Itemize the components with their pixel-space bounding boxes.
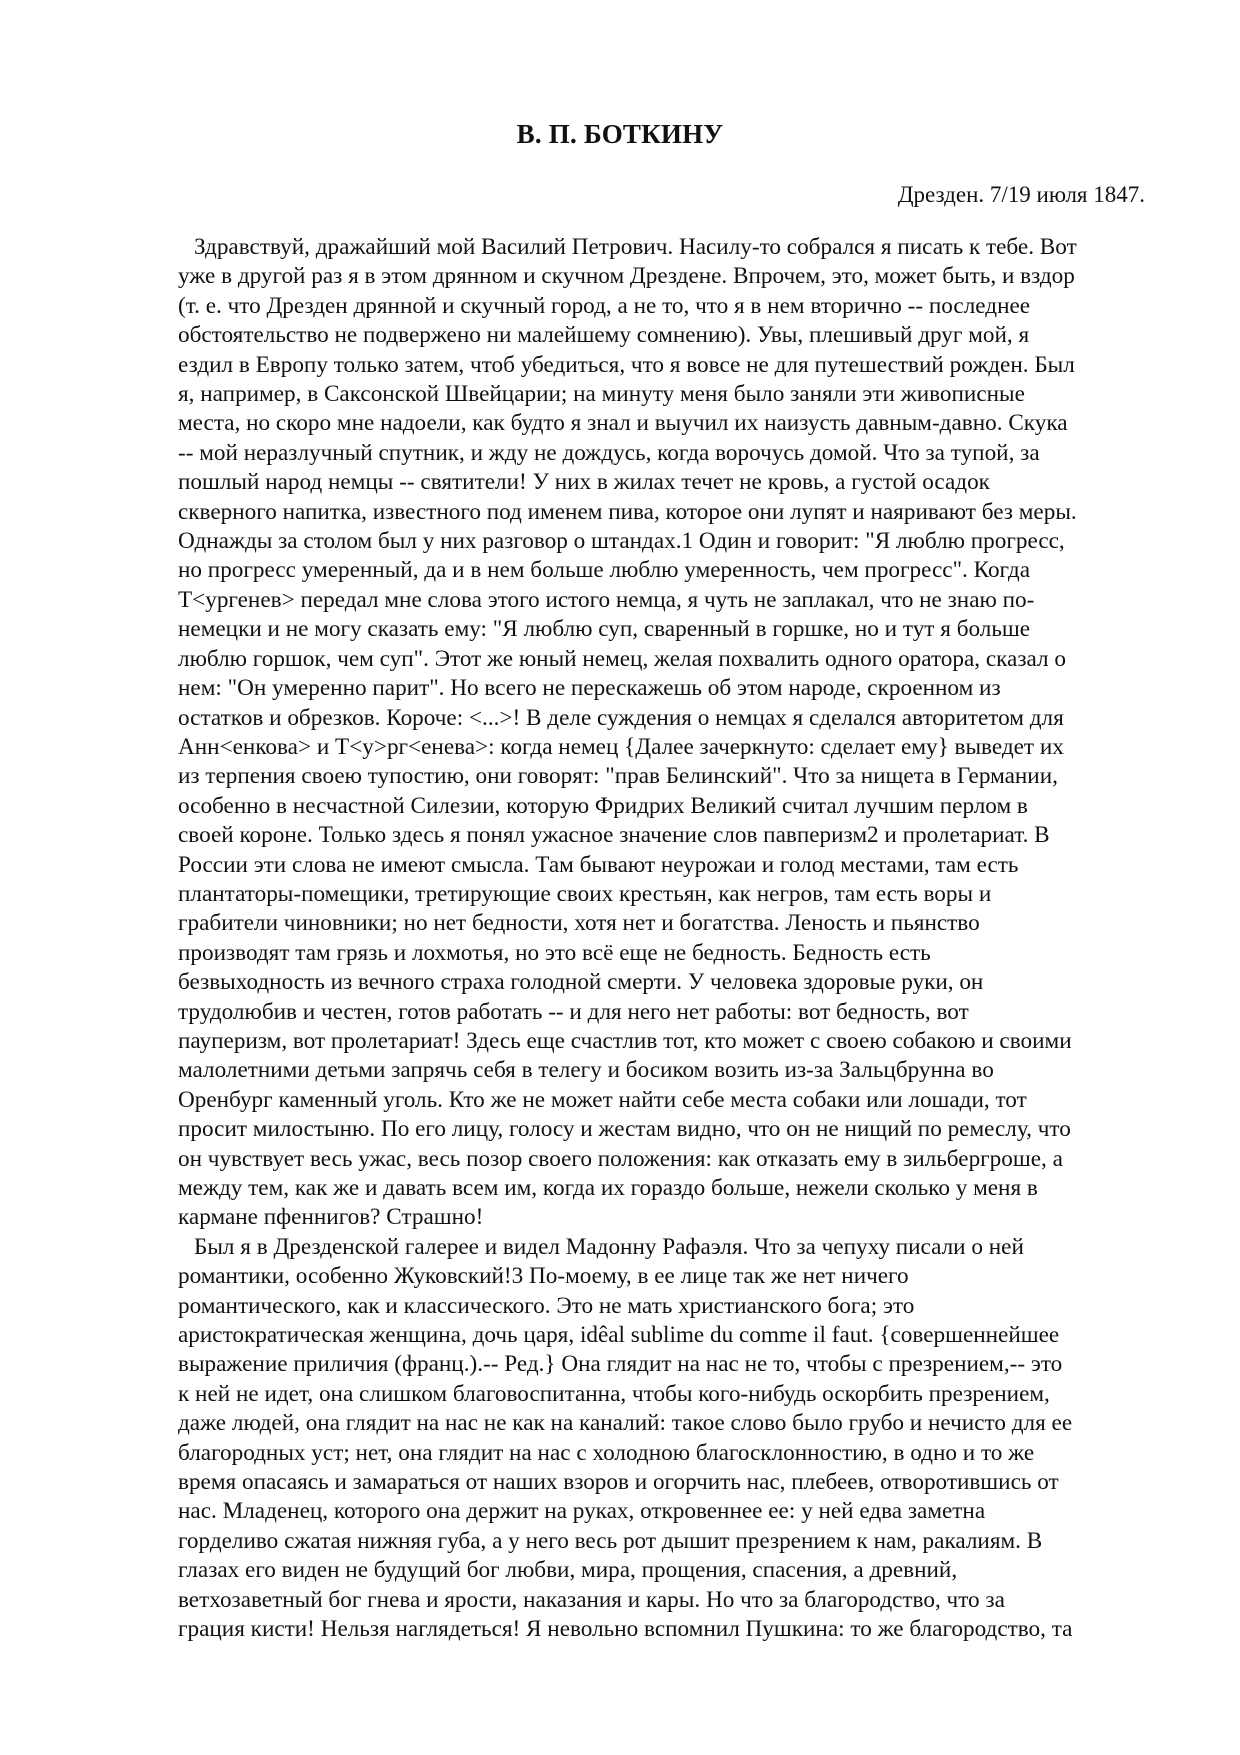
- text-line: Был я в Дрезденской галерее и видел Мадонну Рафаэля. Что за чепуху писали о ней: [194, 1233, 1024, 1260]
- text-line: Однажды за столом был у них разговор о штандах.1 Один и говорит: "Я люблю прогресс,: [178, 528, 1065, 555]
- text-line: я, например, в Саксонской Швейцарии; на минуту меня было заняли эти живописные: [178, 381, 1025, 408]
- text-line: своей короне. Только здесь я понял ужасное значение слов павперизм2 и пролетариат. В: [178, 822, 1050, 849]
- text-line: просит милостыню. По его лицу, голосу и жестам видно, что он не нищий по ремеслу, что: [178, 1116, 1071, 1143]
- text-line: нас. Младенец, которого она держит на руках, откровеннее ее: у ней едва заметна: [178, 1498, 986, 1525]
- text-line: время опасаясь и замараться от наших взоров и огорчить нас, плебеев, отворотившись от: [178, 1469, 1059, 1496]
- text-line: к ней не идет, она слишком благовоспитанна, чтобы кого-нибудь оскорбить презрением,: [178, 1380, 1050, 1407]
- text-line: России эти слова не имеют смысла. Там бывают неурожаи и голод местами, там есть: [178, 851, 1019, 878]
- text-line: пошлый народ немцы -- святители! У них в жилах течет не кровь, а густой осадок: [178, 469, 990, 496]
- text-line: романтики, особенно Жуковский!3 По-моему, в ее лице так же нет ничего: [178, 1263, 909, 1290]
- text-line: Здравствуй, дражайший мой Василий Петрович. Насилу-то собрался я писать к тебе. Вот: [194, 234, 1077, 260]
- text-line: плантаторы-помещики, третирующие своих крестьян, как негров, там есть воры и: [178, 880, 992, 907]
- text-line: кармане пфеннигов? Страшно!: [178, 1204, 484, 1231]
- text-line: особенно в несчастной Силезии, которую Фридрих Великий считал лучшим перлом в: [178, 792, 1028, 819]
- text-line: немецки и не могу сказать ему: "Я люблю суп, сваренный в горшке, но и тут я больше: [178, 616, 1031, 643]
- text-line: обстоятельство не подвержено ни малейшему сомнению). Увы, плешивый друг мой, я: [178, 322, 1030, 349]
- text-line: (т. е. что Дрезден дрянной и скучный город, а не то, что я в нем вторично -- последнее: [178, 292, 1031, 319]
- text-line: трудолюбив и честен, готов работать -- и для него нет работы: вот бедность, вот: [178, 998, 969, 1025]
- text-line: но прогресс умеренный, да и в нем больше люблю умеренность, чем прогресс". Когда: [178, 557, 1030, 584]
- text-line: между тем, как же и давать всем им, когда их гораздо больше, нежели сколько у меня в: [178, 1175, 1038, 1201]
- text-line: остатков и обрезков. Короче: <...>! В деле суждения о немцах я сделался авторитетом для: [178, 704, 1064, 731]
- text-line: из терпения своею тупостию, они говорят: "прав Белинский". Что за нищета в Германии,: [178, 763, 1058, 790]
- text-line: грабители чиновники; но нет бедности, хотя нет и богатства. Леность и пьянство: [178, 910, 980, 937]
- paragraph: [178, 1233, 1158, 1645]
- text-line: места, но скоро мне надоели, как будто я знал и выучил их наизусть давным-давно. Скука: [178, 410, 1068, 437]
- text-line: производят там грязь и лохмотья, но это всё еще не бедность. Бедность есть: [178, 939, 931, 966]
- text-line: благородных уст; нет, она глядит на нас с холодною благосклонностию, в одно и то же: [178, 1439, 1035, 1466]
- text-line: безвыходность из вечного страха голодной смерти. У человека здоровые руки, он: [178, 969, 984, 996]
- text-line: ветхозаветный бог гнева и ярости, наказания и кары. Но что за благородство, что за: [178, 1586, 1005, 1613]
- text-line: грация кисти! Нельзя наглядеться! Я невольно вспомнил Пушкина: то же благородство, та: [178, 1616, 1073, 1643]
- text-line: глазах его виден не будущий бог любви, мира, прощения, спасения, а древний,: [178, 1557, 958, 1584]
- text-line: горделиво сжатая нижняя губа, а у него весь рот дышит презрением к нам, ракалиям. В: [178, 1527, 1043, 1554]
- text-line: малолетними детьми запрячь себя в телегу и босиком возить из-за Зальцбрунна во: [178, 1057, 994, 1084]
- text-line: он чувствует весь ужас, весь позор своего положения: как отказать ему в зильбергроше, а: [178, 1145, 1063, 1172]
- text-line: ездил в Европу только затем, чтоб убедиться, что я вовсе не для путешествий рожден. Был: [178, 351, 1075, 378]
- text-line: пауперизм, вот пролетариат! Здесь еще счастлив тот, кто может с своею собакою и своими: [178, 1027, 1072, 1054]
- paragraph: [178, 233, 1158, 1233]
- text-line: выражение приличия (франц.).-- Ред.} Она глядит на нас не то, чтобы с презрением,-- это: [178, 1351, 1063, 1378]
- text-line: люблю горшок, чем суп". Этот же юный немец, желая похвалить одного оратора, сказал о: [178, 645, 1066, 672]
- text-line: Анн<енкова> и Т<у>рг<енева>: когда немец {Далее зачеркнуто: сделает ему} выведет их: [178, 733, 1064, 760]
- text-line: романтического, как и классического. Это не мать христианского бога; это: [178, 1292, 915, 1319]
- text-line: уже в другой раз я в этом дрянном и скучном Дрездене. Впрочем, это, может быть, и вздор: [178, 263, 1075, 290]
- letter-body: [178, 233, 1158, 1645]
- text-line: -- мой неразлучный спутник, и жду не дождусь, когда ворочусь домой. Что за тупой, за: [178, 439, 1040, 466]
- letter-dateline: Дрезден. 7/19 июля 1847.: [897, 182, 1145, 207]
- text-line: даже людей, она глядит на нас не как на каналий: такое слово было грубо и нечисто для ее: [178, 1410, 1073, 1437]
- text-line: Т<ургенев> передал мне слова этого истого немца, я чуть не заплакал, что не знаю по-: [178, 586, 1035, 613]
- text-line: нем: "Он умеренно парит". Но всего не перескажешь об этом народе, скроенном из: [178, 675, 1001, 702]
- letter-title: В. П. БОТКИНУ: [516, 119, 724, 149]
- text-line: аристократическая женщина, дочь царя, idêal sublime du comme il faut. {совершеннейшее: [178, 1322, 1060, 1349]
- text-line: скверного напитка, известного под именем пива, которое они лупят и наяривают без меры.: [178, 498, 1077, 525]
- text-line: Оренбург каменный уголь. Кто же не может найти себе места собаки или лошади, тот: [178, 1086, 1027, 1113]
